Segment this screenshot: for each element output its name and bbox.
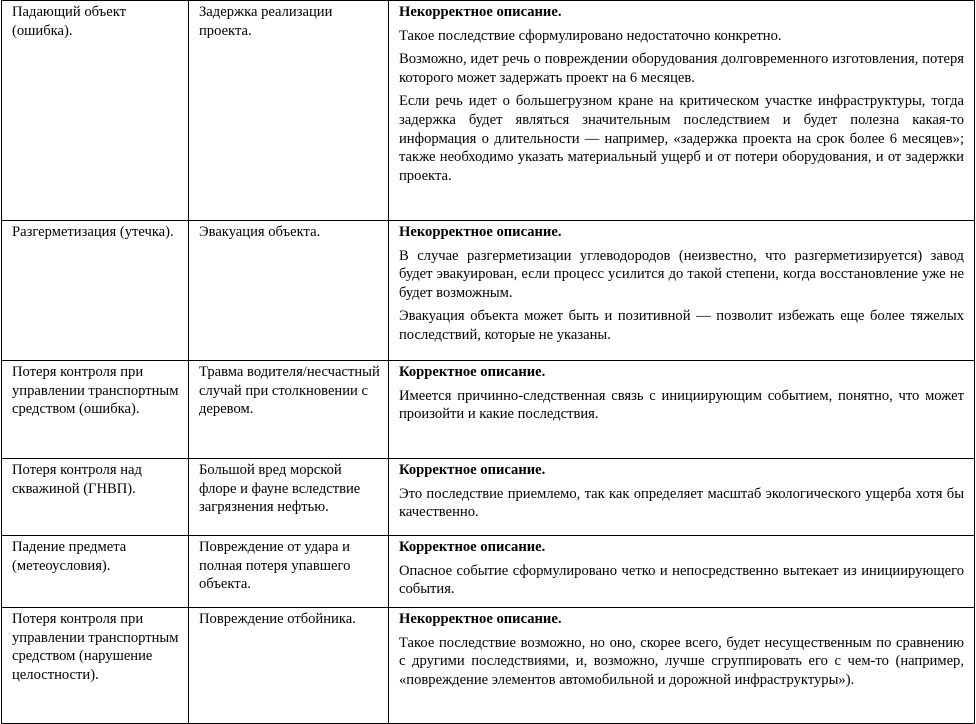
assessment-paragraph: Опасное событие сформулировано четко и непосредственно вытекает из инициирующего события. xyxy=(399,562,964,598)
assessment-cell xyxy=(389,536,975,608)
consequence-cell: Повреждение от удара и полная потеря упавшего объекта. xyxy=(189,536,389,608)
verdict-label: Корректное описание. xyxy=(399,539,546,555)
assessment-paragraph: Такое последствие сформулировано недостаточно конкретно. xyxy=(399,27,782,44)
verdict-label: Корректное описание. xyxy=(399,462,546,478)
consequence-cell: Большой вред морской флоре и фауне вследствие загрязнения нефтью. xyxy=(189,459,389,536)
assessment-cell xyxy=(389,1,975,221)
hazard-consequence-table xyxy=(1,0,975,724)
assessment-cell xyxy=(389,459,975,536)
assessment-paragraph: Это последствие приемлемо, так как определяет масштаб экологического ущерба хотя бы качественно. xyxy=(399,485,964,521)
verdict-label: Некорректное описание. xyxy=(399,224,562,240)
event-cell: Потеря контроля над скважиной (ГНВП). xyxy=(2,459,189,536)
verdict-label: Некорректное описание. xyxy=(399,611,562,627)
verdict-label: Корректное описание. xyxy=(399,364,546,380)
table-row xyxy=(2,608,975,724)
event-cell: Падающий объект (ошибка). xyxy=(2,1,189,221)
assessment-cell xyxy=(389,221,975,361)
table-row xyxy=(2,361,975,459)
event-cell: Потеря контроля при управлении транспортным средством (ошибка). xyxy=(2,361,189,459)
assessment-paragraph: Возможно, идет речь о повреждении оборудования долговременного изготовления, потеря которого может задержать проект на 6 месяцев. xyxy=(399,51,964,86)
assessment-cell xyxy=(389,361,975,459)
assessment-paragraph: В случае разгерметизации углеводородов (неизвестно, что разгерметизируется) завод будет эвакуирован, если процесс усилится до такой степени, когда восстановление уже не будет возможным. xyxy=(399,247,964,301)
table-row xyxy=(2,536,975,608)
table-row xyxy=(2,221,975,361)
consequence-cell: Задержка реализации проекта. xyxy=(189,1,389,221)
assessment-paragraph: Имеется причинно-следственная связь с инициирующим событием, понятно, что может произойти и какие последствия. xyxy=(399,387,964,423)
table-row xyxy=(2,459,975,536)
event-cell: Разгерметизация (утечка). xyxy=(2,221,189,361)
consequence-cell: Повреждение отбойника. xyxy=(189,608,389,724)
consequence-cell: Травма водителя/несчастный случай при столкновении с деревом. xyxy=(189,361,389,459)
assessment-cell xyxy=(389,608,975,724)
verdict-label: Некорректное описание. xyxy=(399,4,562,20)
table-row xyxy=(2,1,975,221)
assessment-paragraph: Такое последствие возможно, но оно, скорее всего, будет несущественным по сравнению с другими последствиями, и, возможно, лучше сгруппировать его с чем-то (например, «повреждение элементов автомобильной и дорожной инфраструктуры»). xyxy=(399,634,964,688)
event-cell: Потеря контроля при управлении транспортным средством (нарушение целостности). xyxy=(2,608,189,724)
consequence-cell: Эвакуация объекта. xyxy=(189,221,389,361)
assessment-paragraph: Эвакуация объекта может быть и позитивной — позволит избежать еще более тяжелых последствий, которые не указаны. xyxy=(399,308,964,343)
event-cell: Падение предмета (метеоусловия). xyxy=(2,536,189,608)
assessment-paragraph: Если речь идет о большегрузном кране на критическом участке инфраструктуры, тогда задержка будет являться значительным последствием и будет полезна какая-то информация о длительности — например, «задержка проекта на срок более 6 месяцев»; также необходимо указать материальный ущерб и от потери оборудования, и от задержки проекта. xyxy=(399,93,964,184)
